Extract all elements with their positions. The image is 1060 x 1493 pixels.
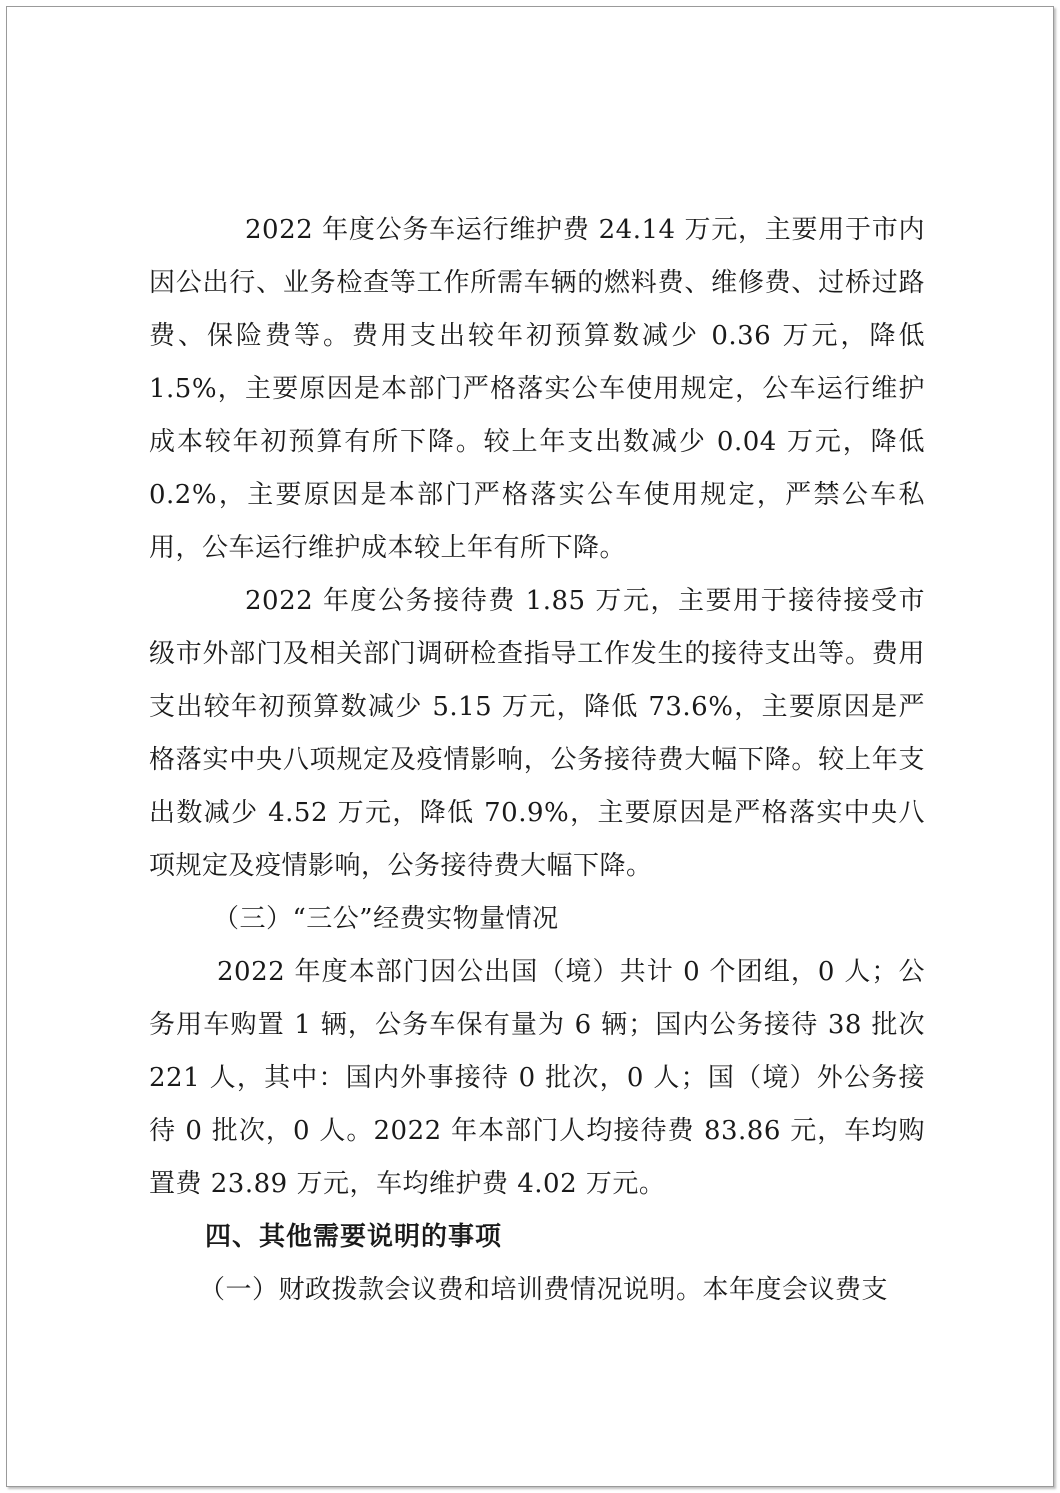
section-heading-other-matters: 四、其他需要说明的事项 <box>205 1222 503 1252</box>
document-page <box>6 6 1054 1487</box>
paragraph-physical-quantity: 2022 年度本部门因公出国（境）共计 0 个团组，0 人；公务用车购置 1 辆，公务车保有量为 6 辆；国内公务接待 38 批次 221 人，其中：国内外事接待 0 批次，0 人；国（境）外公务接待 0 批次，0 人。2022 年本部门人均接待费 83.86 元，车均购置费 23.89 万元，车均维护费 4.02 万元。 <box>149 957 925 1199</box>
document-body <box>149 204 925 1317</box>
paragraph-reception-expense: 2022 年度公务接待费 1.85 万元，主要用于接待接受市级市外部门及相关部门调研检查指导工作发生的接待支出等。费用支出较年初预算数减少 5.15 万元，降低 73.6%，主要原因是严格落实中央八项规定及疫情影响，公务接待费大幅下降。较上年支出数减少 4.52 万元，降低 70.9%，主要原因是严格落实中央八项规定及疫情影响，公务接待费大幅下降。 <box>149 586 925 881</box>
paragraph-meeting-training-fees: （一）财政拨款会议费和培训费情况说明。本年度会议费支 <box>199 1275 889 1305</box>
subheading-physical-quantity: （三）“三公”经费实物量情况 <box>213 904 559 934</box>
paragraph-vehicle-maintenance: 2022 年度公务车运行维护费 24.14 万元，主要用于市内因公出行、业务检查等工作所需车辆的燃料费、维修费、过桥过路费、保险费等。费用支出较年初预算数减少 0.36 万元，降低 1.5%，主要原因是本部门严格落实公车使用规定，公车运行维护成本较年初预算有所下降。较上年支出数减少 0.04 万元，降低 0.2%，主要原因是本部门严格落实公车使用规定，严禁公车私用，公车运行维护成本较上年有所下降。 <box>149 215 925 563</box>
